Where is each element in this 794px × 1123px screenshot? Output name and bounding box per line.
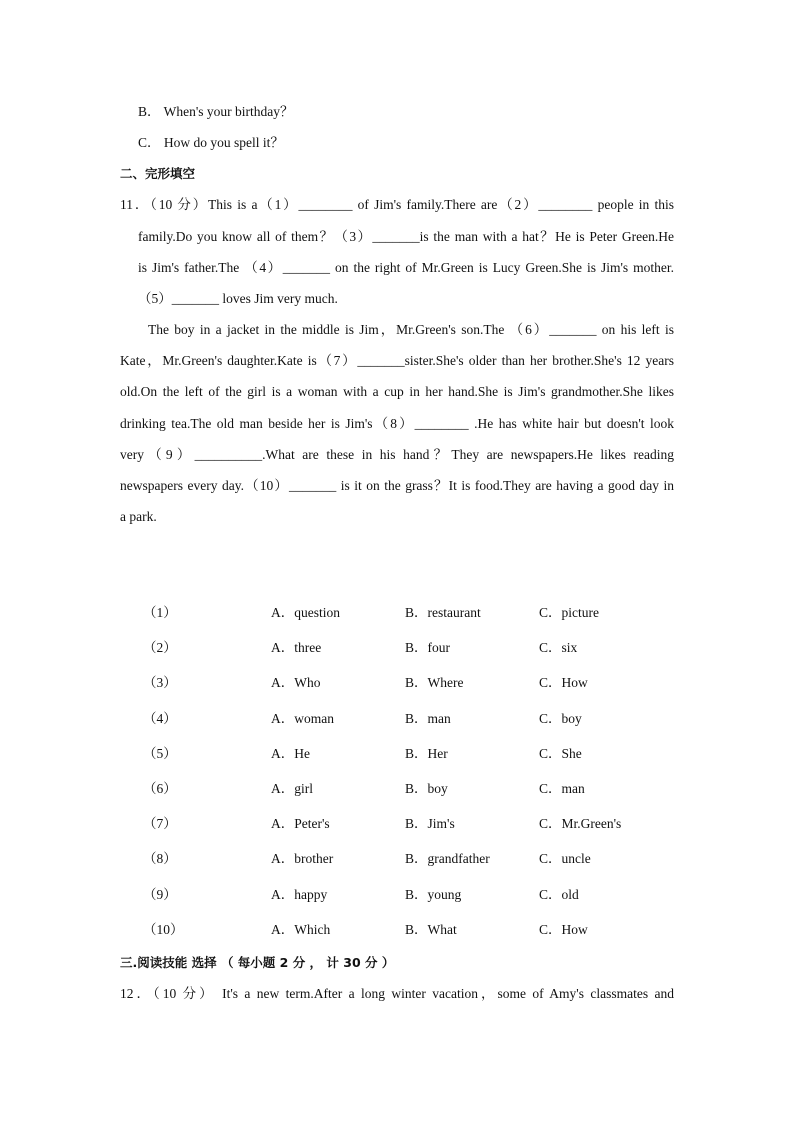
option-a: A．Which (271, 922, 331, 937)
option-c: C．uncle (539, 851, 591, 866)
option-a: A．Who (271, 675, 321, 690)
option-row (143, 920, 663, 940)
option-number: （6） (143, 781, 177, 796)
question-11-line: 11．（10 分）This is a（1）________ of Jim's family.There are（2）________ people in this (120, 197, 674, 212)
option-b: B．man (405, 711, 451, 726)
question-11-line: （5）_______ loves Jim very much. (138, 291, 338, 306)
option-c: C．boy (539, 711, 582, 726)
option-row (143, 638, 663, 658)
option-c: C．picture (539, 605, 599, 620)
option-a: A．question (271, 605, 340, 620)
option-c: C．old (539, 887, 579, 902)
option-c: C．six (539, 640, 578, 655)
option-row (143, 779, 663, 799)
question-11-line: Kate，Mr.Green's daughter.Kate is（7）_______sister.She's older than her brother.She's 12 years (120, 353, 674, 368)
option-b: B．Where (405, 675, 464, 690)
option-a: A．happy (271, 887, 328, 902)
option-row (143, 814, 663, 834)
option-a: A．He (271, 746, 310, 761)
option-number: （7） (143, 816, 177, 831)
option-row (143, 744, 663, 764)
option-b: B．four (405, 640, 450, 655)
option-c: C．Mr.Green's (539, 816, 622, 831)
option-number: （10） (143, 922, 184, 937)
option-row (143, 849, 663, 869)
option-number: （9） (143, 887, 177, 902)
question-11-line: old.On the left of the girl is a woman with a cup in her hand.She is Jim's grandmother.She likes (120, 384, 674, 399)
option-a: A．woman (271, 711, 334, 726)
question-12-line: 12．（10 分） It's a new term.After a long winter vacation，some of Amy's classmates and (120, 986, 674, 1001)
option-c: C．man (539, 781, 585, 796)
option-c: C．How (539, 922, 588, 937)
option-b: B．What (405, 922, 457, 937)
option-number: （4） (143, 711, 177, 726)
option-c: C．How (539, 675, 588, 690)
option-number: （1） (143, 605, 177, 620)
option-b: B．grandfather (405, 851, 490, 866)
option-number: （3） (143, 675, 177, 690)
section-heading-cloze: 二、完形填空 (120, 166, 196, 181)
option-b: B．Her (405, 746, 448, 761)
option-b: B．boy (405, 781, 448, 796)
option-b: B．young (405, 887, 462, 902)
option-number: （2） (143, 640, 177, 655)
question-11-line: drinking tea.The old man beside her is Jim's（8）________ .He has white hair but doesn't look (120, 416, 674, 431)
section-heading-reading: 三.阅读技能 选择 （ 每小题 2 分 ， 计 30 分 ） (120, 955, 395, 970)
option-c-text: C． How do you spell it？ (138, 135, 284, 150)
option-row (143, 603, 663, 623)
option-row (143, 709, 663, 729)
option-row (143, 885, 663, 905)
question-11-line: very（9）__________.What are these in his hand？They are newspapers.He likes reading (120, 447, 674, 462)
question-11-line: family.Do you know all of them？（3）_______is the man with a hat？He is Peter Green.He (138, 229, 674, 244)
question-11-line: a park. (120, 509, 157, 524)
option-number: （5） (143, 746, 177, 761)
option-a: A．three (271, 640, 322, 655)
option-b: B．restaurant (405, 605, 481, 620)
option-a: A．girl (271, 781, 313, 796)
option-b: B．Jim's (405, 816, 455, 831)
option-number: （8） (143, 851, 177, 866)
option-row (143, 673, 663, 693)
question-11-line: is Jim's father.The （4）_______ on the right of Mr.Green is Lucy Green.She is Jim's mother. (138, 260, 674, 275)
option-a: A．Peter's (271, 816, 330, 831)
question-11-line: The boy in a jacket in the middle is Jim，Mr.Green's son.The （6）_______ on his left is (148, 322, 674, 337)
option-c: C．She (539, 746, 582, 761)
question-11-line: newspapers every day.（10）_______ is it on the grass？It is food.They are having a good day in (120, 478, 674, 493)
option-b-text: B． When's your birthday？ (138, 104, 294, 119)
option-a: A．brother (271, 851, 334, 866)
